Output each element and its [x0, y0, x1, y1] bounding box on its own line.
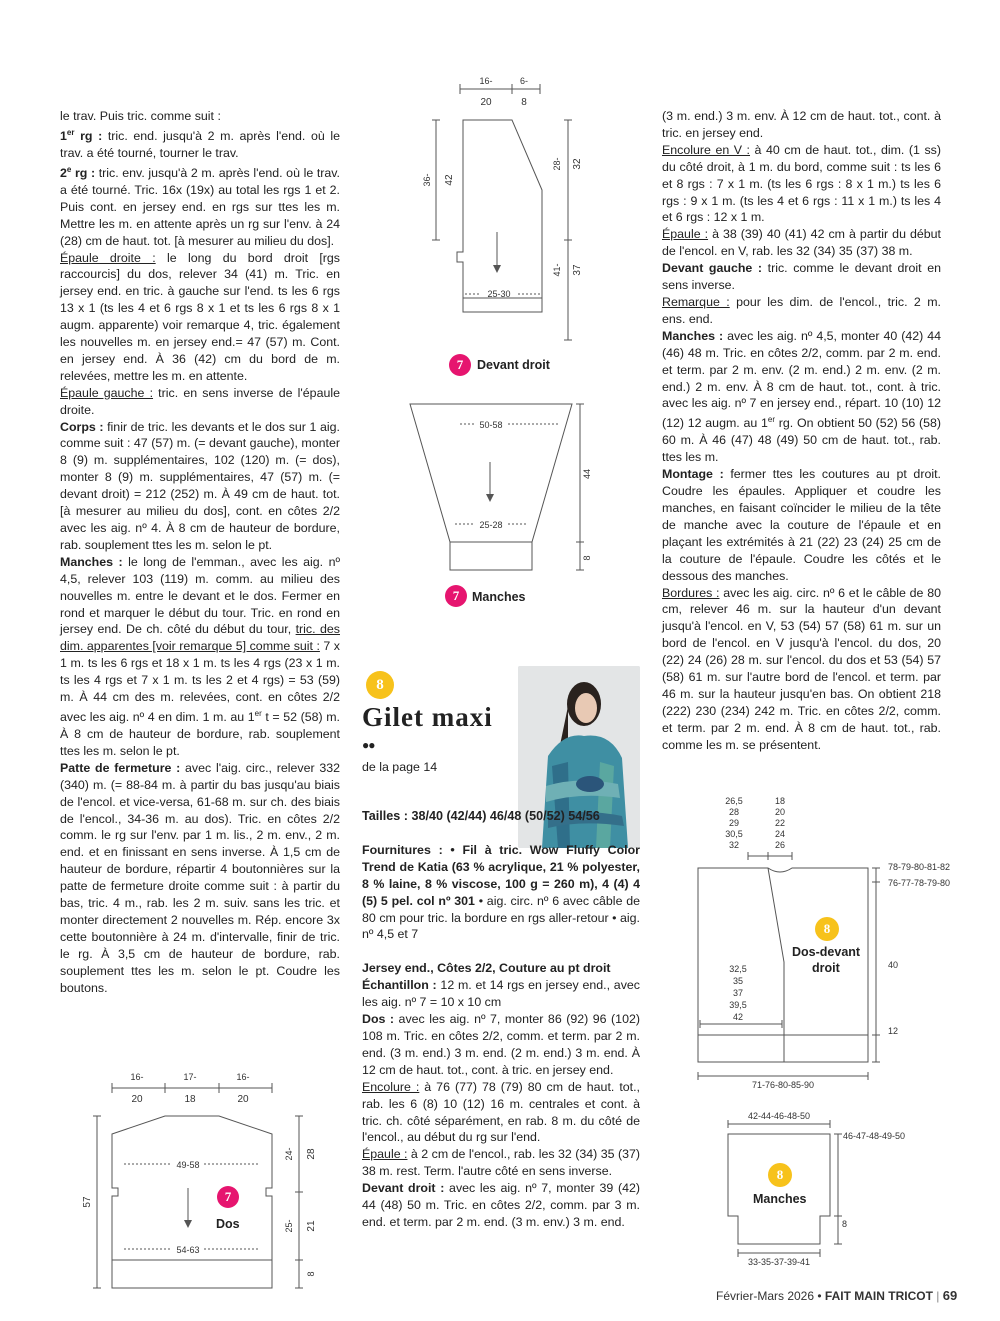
dos-w2: 54-63	[176, 1245, 200, 1255]
dd-c1-1: 28	[728, 807, 740, 817]
manches-label: Manches :	[60, 554, 123, 569]
epaule-droite-label: Épaule droite :	[60, 250, 156, 265]
dos-devant-caption-b: droit	[812, 961, 840, 975]
dd-inner-0: 32,5	[729, 964, 747, 974]
manches-8-caption: Manches	[753, 1192, 807, 1206]
dos-text: avec les aig. nº 7, monter 86 (92) 96 (102) 108 m. Tric. en côtes 2/2, comm. et term. par 2 m. end. (3 m. end.) 3 m. end. (2 m. end.) 3 m. end. À 12 cm de haut. tot., cont. à tric. en jersey end.	[362, 1012, 640, 1077]
epaule-gauche-paragraph	[60, 385, 340, 419]
echantillon-label: Échantillon :	[362, 978, 437, 993]
fournitures-rest: • aig. circ. nº 6 avec câble de 80 cm pour tric. la bordure en rgs aller-retour • aig. nº 4,5 et 7	[362, 893, 641, 942]
devant-l1: 36-	[422, 173, 432, 187]
page-reference: de la page 14	[362, 760, 438, 774]
encolure-v-label: Encolure en V :	[662, 142, 751, 157]
dos-badge: 7	[217, 1186, 239, 1208]
devant-gauche-text: tric. comme le devant droit en sens inverse.	[662, 261, 941, 293]
tailles-label: Tailles :	[362, 809, 408, 823]
encolure-paragraph	[362, 1079, 640, 1147]
row-2-label: 2e rg :	[60, 164, 96, 180]
manches-text-b: 7 x 1 m. ts les 6 rgs et 18 x 1 m. ts les 4 rgs (23 x 1 m. ts les 4 rgs et 7 x 1 m. ts les 2 et 4 rgs) = 53 (59) m. À 44 cm des m. relevées, cont. en côtes 2/2 avec les aig. nº 4 en dim. 1 m. au 1	[60, 639, 340, 725]
devant-droit-caption: Devant droit	[477, 358, 550, 372]
patte-paragraph	[60, 760, 340, 997]
devant-r3: 41-	[552, 263, 562, 277]
footer-separator: |	[936, 1289, 940, 1303]
patte-label: Patte de fermeture :	[60, 760, 181, 775]
dos-t2: 17-	[183, 1072, 197, 1082]
dos-b2: 18	[184, 1094, 196, 1105]
tailles-paragraph	[362, 808, 640, 825]
dos-b3: 20	[237, 1094, 249, 1105]
fournitures-paragraph	[362, 842, 640, 943]
montage-paragraph	[662, 466, 941, 584]
encolure-v-paragraph	[662, 142, 941, 227]
right-manches-text-b: rg. On obtient 50 (52) 56 (58) 60 m. À 46 (47) 48 (49) 50 cm de haut. tot., rab. ttes les m.	[662, 416, 942, 465]
right-manches-text: avec les aig. nº 4,5, monter 40 (42) 44 (46) 48 m. Tric. en côtes 2/2, comm. par 2 m. end. et term. par 2 m. env. (2 m. end.) 2 m. env. (2 m. end.) 2 m. env. À 8 cm de haut. tot., cont. à tric. avec les aig. nº 7 en jersey end., répart. 10 (10) 12 (12) 12 augm. au 1	[662, 328, 942, 431]
echantillon-text: 12 m. et 14 rgs en jersey end., avec les aig. nº 7 = 10 x 10 cm	[362, 978, 640, 1010]
left-column	[60, 108, 340, 997]
devant-top-b: 6-	[519, 76, 529, 86]
dos-w1: 49-58	[176, 1160, 200, 1170]
right-epaule-paragraph	[662, 226, 941, 260]
epaule-droite-text: le long du bord droit [rgs raccourcis] du dos, relever 34 (41) m. Tric. en jersey end. en tric. à gauche sur l'end. ts les 6 rgs 13 x 1 (ts les 4 et 6 rgs 8 x 1 et ts les 6 rgs 8 x 1 augm. apparente) voir remarque 4, tric. également les nouvelles m. en jersey end.= 47 (57) m. Cont. en jersey end. À 36 (42) cm du bord de m. relevées, mettre les m. en attente.	[60, 250, 340, 383]
devant-top-a: 16-	[479, 76, 493, 86]
footer-bullet: •	[817, 1289, 822, 1303]
epaule-label: Épaule :	[362, 1147, 408, 1162]
row-1-label: 1er rg :	[60, 127, 103, 144]
dd-r2: 76-77-78-79-80	[888, 878, 951, 888]
manches-7-badge: 7	[445, 585, 467, 607]
devant-r1: 28-	[552, 157, 562, 171]
dd-c2-0: 18	[774, 796, 786, 806]
dos-devant-badge: 8	[815, 917, 839, 941]
tailles-value: 38/40 (42/44) 46/48 (50/52) 54/56	[407, 809, 600, 823]
epaule-paragraph	[362, 1146, 640, 1180]
dd-c2-2: 22	[774, 818, 786, 828]
dos-diagram	[80, 1068, 340, 1296]
devant-droit-label: Devant droit :	[362, 1181, 445, 1196]
devant-droit-diagram	[400, 72, 600, 352]
intro-text: le trav. Puis tric. comme suit :	[60, 109, 221, 123]
dd-bottom: 71-76-80-85-90	[751, 1080, 815, 1090]
right-intro: (3 m. end.) 3 m. env. À 12 cm de haut. tot., cont. à tric. en jersey end.	[662, 109, 941, 140]
right-manches-paragraph	[662, 328, 941, 466]
remarque-label: Remarque :	[662, 294, 730, 309]
footer-page-number: 69	[942, 1288, 958, 1303]
corps-label: Corps :	[60, 419, 104, 434]
encolure-text: à 76 (77) 78 (79) 80 cm de haut. tot., rab. les 6 (8) 10 (12) 16 m. centrales et cont. à tric. ch. côté séparément, en rab. 8 m. du côté de l'encol., au début du rg sur l'end.	[362, 1079, 640, 1145]
dos-r5: 8	[306, 1271, 316, 1277]
manches-underlined: tric. des dim. apparentes [voir remarque 5] comme suit :	[60, 622, 340, 654]
encolure-label: Encolure :	[362, 1079, 420, 1094]
right-manches-sup: er	[767, 415, 776, 425]
encolure-v-text: à 40 cm de haut. tot., dim. (1 ss) du côté droit, à 1 m. du bord, comme suit : ts les 6 et 8 rgs : 7 x 1 m. (ts les 6 rgs : 8 x 1 m.) ts les 6 rgs : 9 x 1 m. (ts les 4 et 6 rgs : 11 x 1 m.) ts les 4 et 6 rgs : 12 x 1 m.	[662, 142, 941, 225]
devant-width: 25-30	[487, 289, 511, 299]
remarque-text: pour les dim. de l'encol., tric. 2 m. ens. end.	[662, 294, 941, 326]
dos-t1: 16-	[130, 1072, 144, 1082]
row-2-paragraph	[60, 162, 340, 250]
devant-r4: 37	[572, 264, 583, 276]
dos-r1: 24-	[284, 1147, 294, 1161]
bordures-paragraph	[662, 585, 941, 754]
dos-r2: 28	[306, 1148, 317, 1160]
right-epaule-label: Épaule :	[662, 227, 709, 242]
manches-8-diagram	[700, 1108, 960, 1268]
dd-c1-4: 32	[728, 840, 740, 850]
epaule-gauche-label: Épaule gauche :	[60, 385, 154, 400]
manches7-h1: 44	[582, 468, 592, 480]
m8-bottom: 33-35-37-39-41	[747, 1257, 811, 1267]
row-1-text: tric. end. jusqu'à 2 m. après l'end. où le trav. a été tourné, tourner le trav.	[60, 129, 340, 160]
m8-right: 46-47-48-49-50	[843, 1131, 906, 1141]
dos-left: 57	[82, 1196, 93, 1208]
fournitures-yarn: • Fil à tric. Wow Fluffy Color Trend de Katia (63 % acrylique, 21 % polyester, 8 % laine, 8 % viscose, 100 g = 260 m), 4 (4) 4 (5) 5 pel. col nº 301	[362, 842, 640, 908]
right-epaule-text: à 38 (39) 40 (41) 42 cm à partir du début de l'encol. en V, rab. les 32 (34) 35 (37) 38 m.	[662, 227, 941, 259]
remarque-paragraph	[662, 294, 941, 328]
dd-c2-4: 26	[774, 840, 786, 850]
manches7-h2: 8	[582, 555, 592, 561]
bordures-label: Bordures :	[662, 585, 720, 600]
points-paragraph: Jersey end., Côtes 2/2, Couture au pt droit	[362, 961, 611, 976]
dos-b1: 20	[131, 1094, 143, 1105]
page-footer	[716, 1288, 957, 1303]
corps-text: finir de tric. les devants et le dos sur 1 aig. comme suit : 47 (57) m. (= devant gauche), monter 8 (9) m. supplémentaires, 102 (120) m. (= dos), monter 8 (9) m. supplémentaires, 47 (57) m. (= devant droit) = 212 (252) m. À 49 cm de haut. tot. [à mesurer au milieu du dos], cont. en côtes 2/2 avec les aig. nº 4. À 8 cm de hauteur de bordure, rab. souplement ttes les m. selon le pt.	[60, 419, 340, 552]
devant-droit-paragraph	[362, 1180, 640, 1231]
dd-r1: 78-79-80-81-82	[888, 862, 951, 872]
devant-gauche-paragraph	[662, 260, 941, 294]
dos-caption: Dos	[216, 1217, 240, 1231]
devant-bot-b: 8	[521, 97, 527, 108]
row-1-paragraph	[60, 125, 340, 162]
devant-l2: 42	[444, 174, 455, 186]
manches-paragraph	[60, 554, 340, 760]
dos-devant-diagram	[690, 792, 960, 1092]
patte-text: avec l'aig. circ., relever 332 (340) m. (= 88-84 m. à partir du bas jusqu'au biais de l'encol. et vice-versa, 61-68 m. sur ch. des biais de l'encol., 34-36 m. au dos). Tric. en côtes 2/2 comm. le rg sur l'env. par 1 m. lis., 2 m. env., 2 m. end. et en finissant en sens inverse. À 1,5 cm de hauteur de bordure, répartir 4 boutonnières sur la patte de fermeture droite comme suit : à partir du bas, tric. 4 m., rab. les 2 m. suiv. sans les tric. et monter directement 2 nouvelles m. Rép. encore 3x cette boutonnière à 24 m. d'intervalle, finir de tric. le rg. À 3,5 cm de hauteur de bordure, rab. souplement ttes les m. selon le pt. Coudre les boutons.	[60, 760, 341, 995]
dd-c2-3: 24	[774, 829, 786, 839]
manches-8-badge: 8	[768, 1163, 792, 1187]
manches-text-a: le long de l'emman., avec les aig. nº 4,5, relever 103 (119) m. comm. au milieu des nouvelles m. entre le devant et le dos. Fermer en rond et marquer le début du tour. Tric. en rond en jersey end. De ch. côté du début du tour,	[60, 554, 340, 637]
corps-paragraph	[60, 419, 340, 554]
devant-gauche-label: Devant gauche :	[662, 261, 763, 276]
dos-r3: 25-	[284, 1219, 294, 1233]
dd-h2: 12	[888, 1026, 899, 1036]
devant-bot-a: 20	[480, 97, 492, 108]
manches-text-c: t = 52 (58) m. À 8 cm de hauteur de bordure, rab. souplement ttes les m. selon le pt.	[60, 710, 340, 758]
m8-top: 42-44-46-48-50	[747, 1111, 811, 1121]
dos-paragraph	[362, 1011, 640, 1079]
bordures-text: avec les aig. circ. nº 6 et le câble de 80 cm, relever 46 m. sur la hauteur d'un devant jusqu'à l'encol. en V, 53 (54) 57 (58) 61 m. sur un bord de l'encol. en V jusqu'à l'encol. du dos, 20 (22) 24 (26) 28 m. sur l'encol. du dos et 53 (54) 57 (58) 61 m. sur l'autre bord de l'encol. et term. par 46 m. sur la hauteur jusqu'en bas. On obtient 218 (222) 230 (234) 242 m. Tric. en côtes 2/2, comm. et term. par 2 m. end. À 8 cm de haut. tot., rab. comme les m. se présentent.	[662, 585, 941, 752]
dd-c1-0: 26,5	[725, 796, 743, 806]
epaule-droite-paragraph	[60, 250, 340, 385]
footer-magazine: FAIT MAIN TRICOT	[824, 1289, 933, 1303]
difficulty-dots: ●●	[362, 738, 375, 752]
pattern-title: Gilet maxi	[362, 702, 493, 732]
manches7-top: 50-58	[479, 420, 503, 430]
dd-inner-2: 37	[732, 988, 744, 998]
dd-inner-1: 35	[732, 976, 744, 986]
manches-7-caption: Manches	[472, 590, 526, 604]
right-manches-label: Manches :	[662, 328, 724, 343]
montage-label: Montage :	[662, 467, 724, 482]
manches-7-diagram	[400, 402, 600, 572]
dd-h1: 40	[888, 960, 899, 970]
dos-devant-caption-a: Dos-devant	[792, 945, 861, 959]
dd-inner-4: 42	[732, 1012, 744, 1022]
devant-droit-badge: 7	[449, 354, 471, 376]
row-2-text: tric. env. jusqu'à 2 m. après l'end. où le trav. a été tourné. Tric. 16x (19x) au total les rgs 1 et 2. Puis cont. en jersey end. en rgs sur ttes les m. Mettre les m. en attente après un rg sur l'env. à 24 (28) cm de haut. tot. [à mesurer au milieu du dos].	[60, 165, 340, 248]
middle-column	[362, 808, 640, 1231]
right-column	[662, 108, 941, 754]
dd-c1-3: 30,5	[725, 829, 743, 839]
echantillon-paragraph	[362, 977, 640, 1011]
epaule-text: à 2 cm de l'encol., rab. les 32 (34) 35 (37) 38 m. rest. Term. l'autre côté en sens inverse.	[362, 1147, 640, 1179]
montage-text: fermer ttes les coutures au pt droit. Coudre les épaules. Appliquer et coudre les manches, en faisant coïncider le milieu de la tête de manche avec la couture de l'épaule et en plaçant les extrémités à 21 (22) 23 (24) 25 cm de la couture de l'épaule. Coudre les côtés et le dessous des manches.	[662, 467, 941, 583]
m8-small: 8	[842, 1219, 848, 1229]
manches-sup: er	[254, 708, 262, 718]
dd-c1-2: 29	[728, 818, 740, 828]
dos-t3: 16-	[236, 1072, 250, 1082]
manches7-bot: 25-28	[479, 520, 503, 530]
dd-c2-1: 20	[774, 807, 786, 817]
fournitures-label: Fournitures :	[362, 842, 443, 857]
dos-label: Dos :	[362, 1012, 395, 1027]
devant-droit-text: avec les aig. nº 7, monter 39 (42) 44 (48) 50 m. Tric. en côtes 2/2, comm. par 3 m. end. et term. par 2 m. end. (3 m. env.) 3 m. end.	[362, 1181, 640, 1229]
pattern-8-badge: 8	[366, 671, 394, 699]
epaule-gauche-text: tric. en sens inverse de l'épaule droite.	[60, 385, 340, 417]
footer-issue: Février-Mars 2026	[716, 1289, 815, 1303]
dd-inner-3: 39,5	[729, 1000, 747, 1010]
devant-r2: 32	[572, 158, 583, 170]
dos-r4: 21	[306, 1220, 317, 1232]
